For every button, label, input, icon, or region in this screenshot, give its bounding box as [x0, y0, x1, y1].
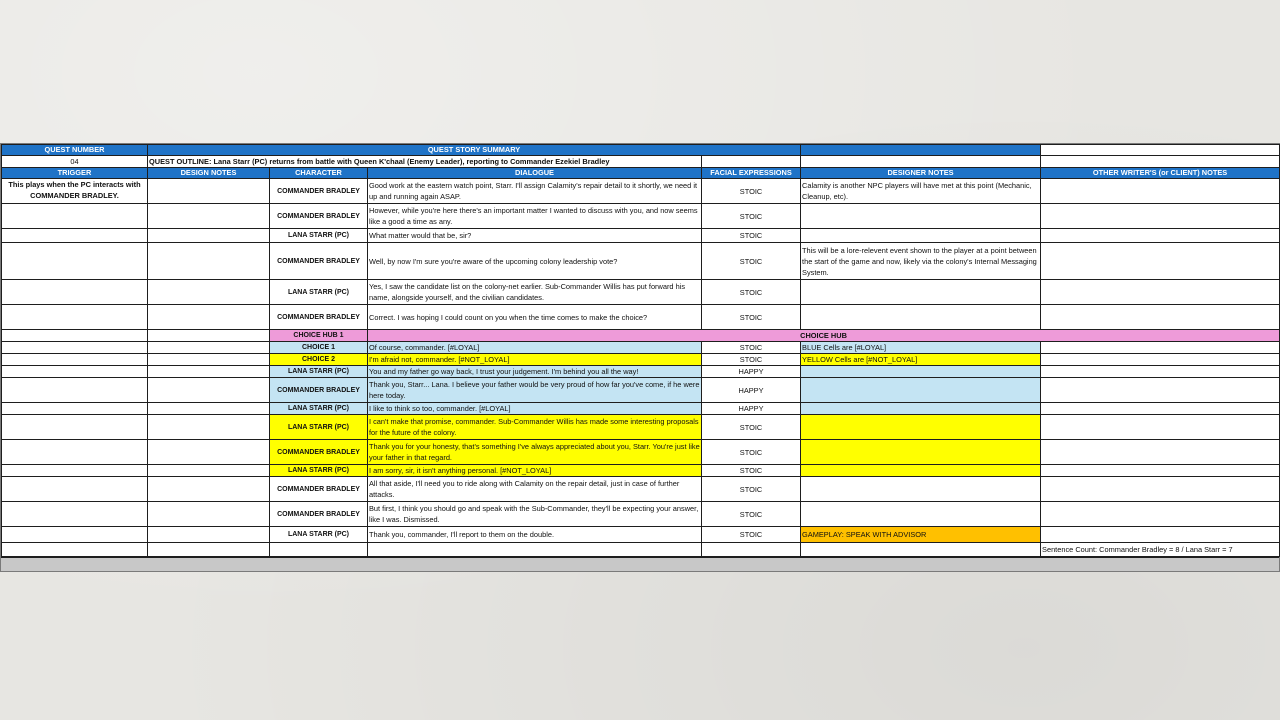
- table-row: [2, 366, 1280, 378]
- expression-cell: STOIC: [702, 354, 801, 366]
- expression-cell: STOIC: [702, 502, 801, 527]
- expression-cell: STOIC: [702, 440, 801, 465]
- table-row: [2, 465, 1280, 477]
- expression-cell: STOIC: [702, 204, 801, 229]
- table-row: [2, 527, 1280, 543]
- character-cell: COMMANDER BRADLEY: [270, 243, 368, 280]
- dialogue-cell: All that aside, I'll need you to ride along with Calamity on the repair detail, just in case of further attacks.: [368, 477, 702, 502]
- sentence-count-row: [2, 543, 1280, 557]
- expression-cell: HAPPY: [702, 403, 801, 415]
- col-character: CHARACTER: [270, 168, 368, 179]
- character-cell: COMMANDER BRADLEY: [270, 502, 368, 527]
- character-cell: COMMANDER BRADLEY: [270, 204, 368, 229]
- expression-cell: HAPPY: [702, 378, 801, 403]
- trigger-text: This plays when the PC interacts with COMMANDER BRADLEY.: [2, 179, 148, 204]
- expression-cell: STOIC: [702, 465, 801, 477]
- quest-story-summary-header: QUEST STORY SUMMARY: [148, 145, 801, 156]
- gameplay-note: GAMEPLAY: SPEAK WITH ADVISOR: [801, 527, 1041, 543]
- quest-outline: QUEST OUTLINE: Lana Starr (PC) returns from battle with Queen K'chaal (Enemy Leader), reporting to Commander Ezekiel Bradley: [148, 156, 702, 168]
- character-cell: COMMANDER BRADLEY: [270, 477, 368, 502]
- table-row: [2, 229, 1280, 243]
- designer-note-cell: YELLOW Cells are [#NOT_LOYAL]: [801, 354, 1041, 366]
- col-design-notes: DESIGN NOTES: [148, 168, 270, 179]
- quest-outline-row: [2, 156, 1280, 168]
- sheet-bottom-bar: [1, 557, 1279, 571]
- col-trigger: TRIGGER: [2, 168, 148, 179]
- table-row: [2, 403, 1280, 415]
- table-row: [2, 440, 1280, 465]
- character-cell: LANA STARR (PC): [270, 229, 368, 243]
- expression-cell: STOIC: [702, 229, 801, 243]
- expression-cell: STOIC: [702, 179, 801, 204]
- dialogue-cell: But first, I think you should go and speak with the Sub-Commander, they'll be expecting your answer, like I was. Dismissed.: [368, 502, 702, 527]
- character-cell: COMMANDER BRADLEY: [270, 305, 368, 330]
- quest-header-row: [2, 145, 1280, 156]
- table-row: [2, 179, 1280, 204]
- character-cell: COMMANDER BRADLEY: [270, 179, 368, 204]
- expression-cell: STOIC: [702, 305, 801, 330]
- dialogue-cell: Yes, I saw the candidate list on the colony-net earlier. Sub-Commander Willis has put forward his name, alongside yourself, and the civilian candidates.: [368, 280, 702, 305]
- choice-1-dialogue: Of course, commander. [#LOYAL]: [368, 342, 702, 354]
- quest-number-value: 04: [2, 156, 148, 168]
- col-dialogue: DIALOGUE: [368, 168, 702, 179]
- character-cell: COMMANDER BRADLEY: [270, 440, 368, 465]
- designer-note-cell: BLUE Cells are [#LOYAL]: [801, 342, 1041, 354]
- quest-spreadsheet: [0, 143, 1280, 572]
- dialogue-cell: Good work at the eastern watch point, Starr. I'll assign Calamity's repair detail to it shortly, we need it up and running again ASAP.: [368, 179, 702, 204]
- choice-2-dialogue: I'm afraid not, commander. [#NOT_LOYAL]: [368, 354, 702, 366]
- expression-cell: HAPPY: [702, 366, 801, 378]
- expression-cell: STOIC: [702, 527, 801, 543]
- dialogue-cell: Correct. I was hoping I could count on you when the time comes to make the choice?: [368, 305, 702, 330]
- dialogue-cell: I am sorry, sir, it isn't anything personal. [#NOT_LOYAL]: [368, 465, 702, 477]
- dialogue-cell: What matter would that be, sir?: [368, 229, 702, 243]
- sentence-count: Sentence Count: Commander Bradley = 8 / Lana Starr = 7: [1041, 543, 1280, 557]
- character-cell: LANA STARR (PC): [270, 403, 368, 415]
- table-row: [2, 477, 1280, 502]
- table-row: [2, 415, 1280, 440]
- col-other-notes: OTHER WRITER'S (or CLIENT) NOTES: [1041, 168, 1280, 179]
- dialogue-cell: Thank you, commander, I'll report to them on the double.: [368, 527, 702, 543]
- expression-cell: STOIC: [702, 243, 801, 280]
- choice-2-label: CHOICE 2: [270, 354, 368, 366]
- dialogue-cell: I like to think so too, commander. [#LOYAL]: [368, 403, 702, 415]
- designer-note-cell: This will be a lore-relevent event shown to the player at a point between the start of the game and now, likely via the colony's Internal Messaging System.: [801, 243, 1041, 280]
- expression-cell: STOIC: [702, 477, 801, 502]
- character-cell: COMMANDER BRADLEY: [270, 378, 368, 403]
- dialogue-cell: You and my father go way back, I trust your judgement. I'm behind you all the way!: [368, 366, 702, 378]
- table-row: [2, 243, 1280, 280]
- column-header-row: [2, 168, 1280, 179]
- character-cell: LANA STARR (PC): [270, 280, 368, 305]
- character-cell: LANA STARR (PC): [270, 465, 368, 477]
- col-facial-expressions: FACIAL EXPRESSIONS: [702, 168, 801, 179]
- dialogue-cell: I can't make that promise, commander. Sub-Commander Willis has made some interesting proposals for the future of the colony.: [368, 415, 702, 440]
- table-row: [2, 502, 1280, 527]
- character-cell: LANA STARR (PC): [270, 527, 368, 543]
- designer-note-cell: Calamity is another NPC players will have met at this point (Mechanic, Cleanup, etc).: [801, 179, 1041, 204]
- dialogue-cell: Well, by now I'm sure you're aware of the upcoming colony leadership vote?: [368, 243, 702, 280]
- table-row: [2, 204, 1280, 229]
- table-row: [2, 280, 1280, 305]
- choice-hub-title: CHOICE HUB: [368, 330, 1280, 342]
- choice-row: [2, 342, 1280, 354]
- choice-row: [2, 354, 1280, 366]
- table-row: [2, 378, 1280, 403]
- expression-cell: STOIC: [702, 415, 801, 440]
- quest-number-header: QUEST NUMBER: [2, 145, 148, 156]
- col-designer-notes: DESIGNER NOTES: [801, 168, 1041, 179]
- choice-1-label: CHOICE 1: [270, 342, 368, 354]
- dialogue-cell: However, while you're here there's an important matter I wanted to discuss with you, and now seems like a good a time as any.: [368, 204, 702, 229]
- expression-cell: STOIC: [702, 342, 801, 354]
- expression-cell: STOIC: [702, 280, 801, 305]
- choice-hub-row: [2, 330, 1280, 342]
- dialogue-cell: Thank you for your honesty, that's something I've always appreciated about you, Starr. You're just like your father in that regard.: [368, 440, 702, 465]
- dialogue-cell: Thank you, Starr... Lana. I believe your father would be very proud of how far you've come, if he were here today.: [368, 378, 702, 403]
- character-cell: LANA STARR (PC): [270, 415, 368, 440]
- quest-table: [1, 144, 1280, 557]
- choice-hub-label: CHOICE HUB 1: [270, 330, 368, 342]
- table-row: [2, 305, 1280, 330]
- character-cell: LANA STARR (PC): [270, 366, 368, 378]
